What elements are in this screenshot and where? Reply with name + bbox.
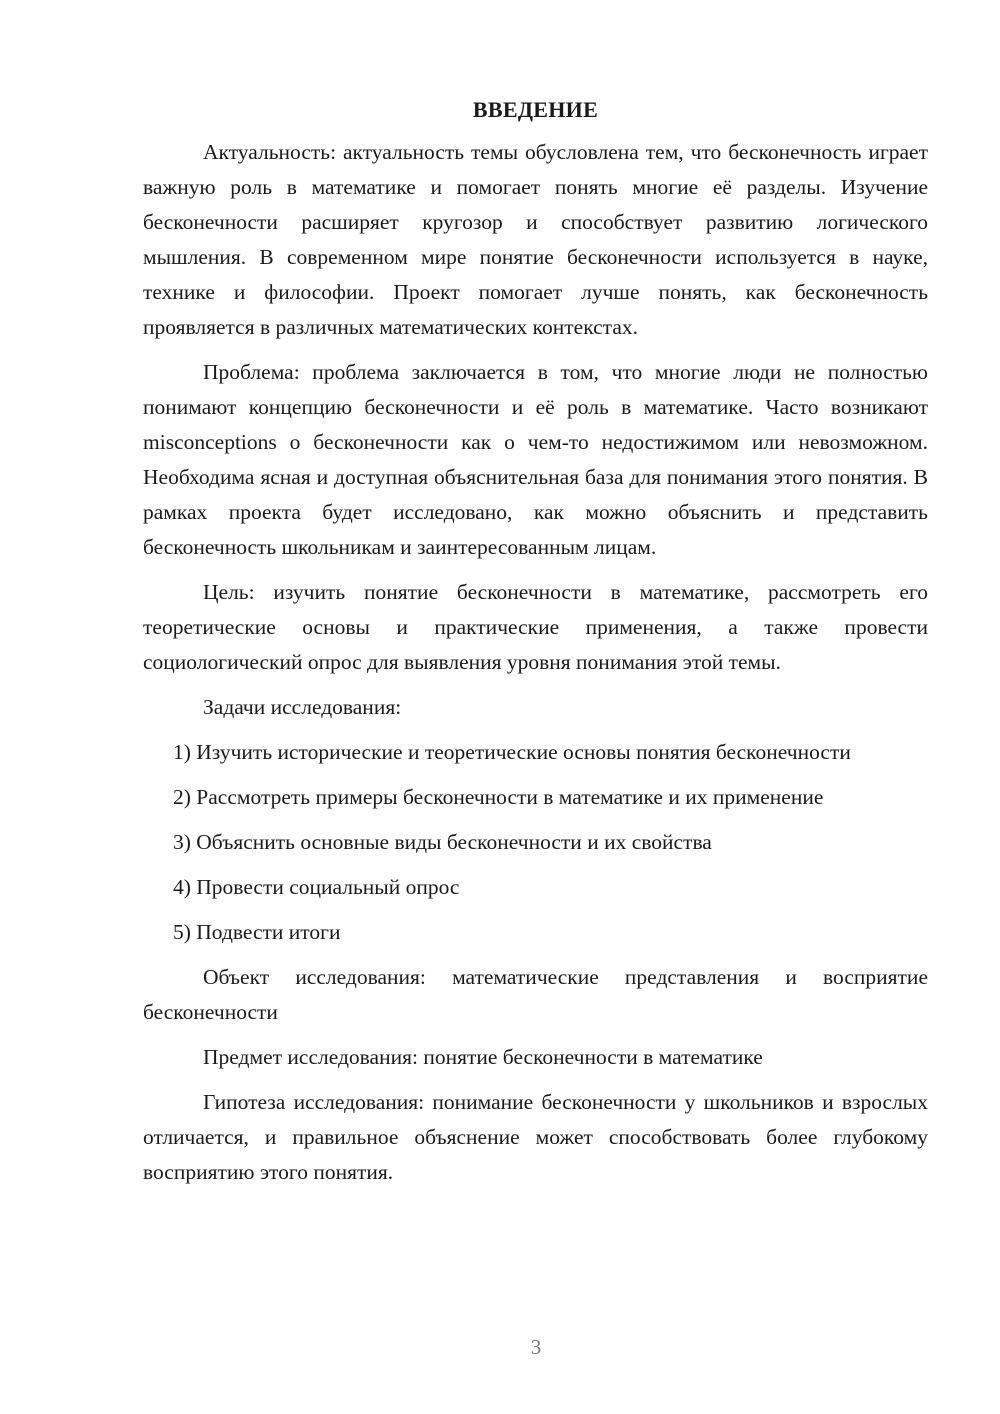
paragraph-goal: Цель: изучить понятие бесконечности в математике, рассмотреть его теоретические основы и практические применения, а также провести социологический опрос для выявления уровня понимания этой темы. bbox=[143, 580, 928, 674]
tasks-heading: Задачи исследования: bbox=[203, 695, 402, 719]
page-number: 3 bbox=[530, 1335, 542, 1359]
paragraph-problem: Проблема: проблема заключается в том, что многие люди не полностью понимают концепцию бесконечности и её роль в математике. Часто возникают misconceptions о бесконечности как о чем-то недостижимом или невозможном. Необходима ясная и доступная объяснительная база для понимания этого понятия. В рамках проекта будет исследовано, как можно объяснить и представить бесконечность школьникам и заинтересованным лицам. bbox=[143, 360, 928, 559]
section-title: ВВЕДЕНИЕ bbox=[472, 97, 599, 122]
document-body bbox=[143, 95, 928, 1190]
task-item-4: 4) Провести социальный опрос bbox=[173, 875, 460, 899]
paragraph-object: Объект исследования: математические представления и восприятие бесконечности bbox=[143, 965, 928, 1024]
paragraph-hypothesis: Гипотеза исследования: понимание бесконечности у школьников и взрослых отличается, и правильное объяснение может способствовать более глубокому восприятию этого понятия. bbox=[143, 1090, 928, 1184]
task-item-3: 3) Объяснить основные виды бесконечности и их свойства bbox=[173, 830, 712, 854]
paragraph-relevance: Актуальность: актуальность темы обусловлена тем, что бесконечность играет важную роль в математике и помогает понять многие её разделы. Изучение бесконечности расширяет кругозор и способствует развитию логического мышления. В современном мире понятие бесконечности используется в науке, технике и философии. Проект помогает лучше понять, как бесконечность проявляется в различных математических контекстах. bbox=[143, 140, 928, 339]
task-item-5: 5) Подвести итоги bbox=[173, 920, 341, 944]
task-item-1: 1) Изучить исторические и теоретические основы понятия бесконечности bbox=[173, 740, 851, 764]
task-item-2: 2) Рассмотреть примеры бесконечности в математике и их применение bbox=[173, 785, 824, 809]
paragraph-subject: Предмет исследования: понятие бесконечности в математике bbox=[203, 1045, 763, 1069]
